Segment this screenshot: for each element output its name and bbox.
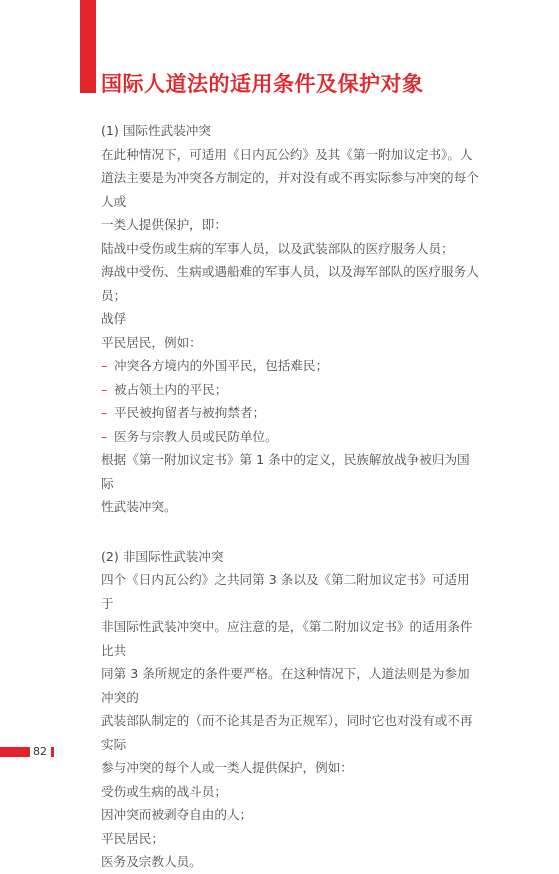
section-2-heading: (2) 非国际性武装冲突: [101, 548, 224, 564]
page-number-red-tick: [51, 747, 54, 757]
protected-person-item: 平民居民，例如：: [101, 334, 202, 350]
civilian-sub-item-label: 医务与宗教人员或民防单位。: [114, 428, 278, 444]
section-1-closing-line-1: 根据《第一附加议定书》第 1 条中的定义，民族解放战争被归为国际: [101, 452, 470, 491]
page-title: 国际人道法的适用条件及保护对象: [101, 72, 424, 96]
section-2-paragraph-line: 武装部队制定的（而不论其是否为正规军），同时它也对没有或不再实际: [101, 713, 473, 752]
page-number-red-bar: [0, 747, 30, 757]
civilian-sub-item: [101, 425, 481, 449]
section-2-paragraph-line: 四个《日内瓦公约》之共同第 3 条以及《第二附加议定书》可适用于: [101, 572, 470, 611]
section-2-paragraph-line: 非国际性武装冲突中。应注意的是，《第二附加议定书》的适用条件比共: [101, 619, 473, 658]
section-2-list-item: 因冲突而被剥夺自由的人；: [101, 807, 253, 822]
red-accent-bar: [80, 0, 96, 93]
section-1-paragraph-line-2: 道法主要是为冲突各方制定的，并对没有或不再实际参与冲突的每个人或: [101, 170, 479, 209]
section-divider-space: [101, 519, 481, 545]
red-dash-icon: –: [101, 358, 108, 373]
section-2-list-item: 医务及宗教人员。: [101, 854, 202, 869]
section-1-closing-line-2: 性武装冲突。: [101, 499, 177, 514]
civilian-sub-item-label: 冲突各方境内的外国平民，包括难民；: [114, 358, 329, 373]
section-1-heading: (1) 国际性武装冲突: [101, 123, 211, 138]
civilian-sub-item-label: 平民被拘留者与被拘禁者；: [114, 405, 266, 420]
page-number: 82: [33, 745, 47, 758]
red-dash-icon: –: [101, 381, 108, 397]
civilian-sub-item: [101, 354, 481, 378]
red-dash-icon: –: [101, 428, 108, 444]
protected-person-item: 陆战中受伤或生病的军事人员，以及武装部队的医疗服务人员；: [101, 240, 454, 256]
section-2-paragraph-line: 同第 3 条所规定的条件要严格。在这种情况下，人道法则是为参加冲突的: [101, 666, 470, 705]
section-2-paragraph-line: 参与冲突的每个人或一类人提供保护，例如：: [101, 760, 353, 775]
main-content: [101, 119, 481, 874]
section-2-list-item: 平民居民；: [101, 830, 164, 846]
civilian-sub-item: [101, 401, 481, 425]
protected-person-item-line-1: 海战中受伤、生病或遇船难的军事人员，以及海军部队的医疗服务人: [101, 264, 479, 279]
section-1-paragraph-line-3: 一类人提供保护，即：: [101, 217, 227, 232]
civilian-sub-item-label: 被占领土内的平民；: [114, 381, 228, 397]
section-1-paragraph-line-1: 在此种情况下，可适用《日内瓦公约》及其《第一附加议定书》。人: [101, 146, 473, 162]
section-2-list-item: 受伤或生病的战斗员；: [101, 783, 227, 799]
civilian-sub-item: [101, 378, 481, 402]
protected-person-item: 战俘: [101, 311, 127, 326]
red-dash-icon: –: [101, 405, 108, 420]
protected-person-item-line-2: 员；: [101, 287, 127, 303]
